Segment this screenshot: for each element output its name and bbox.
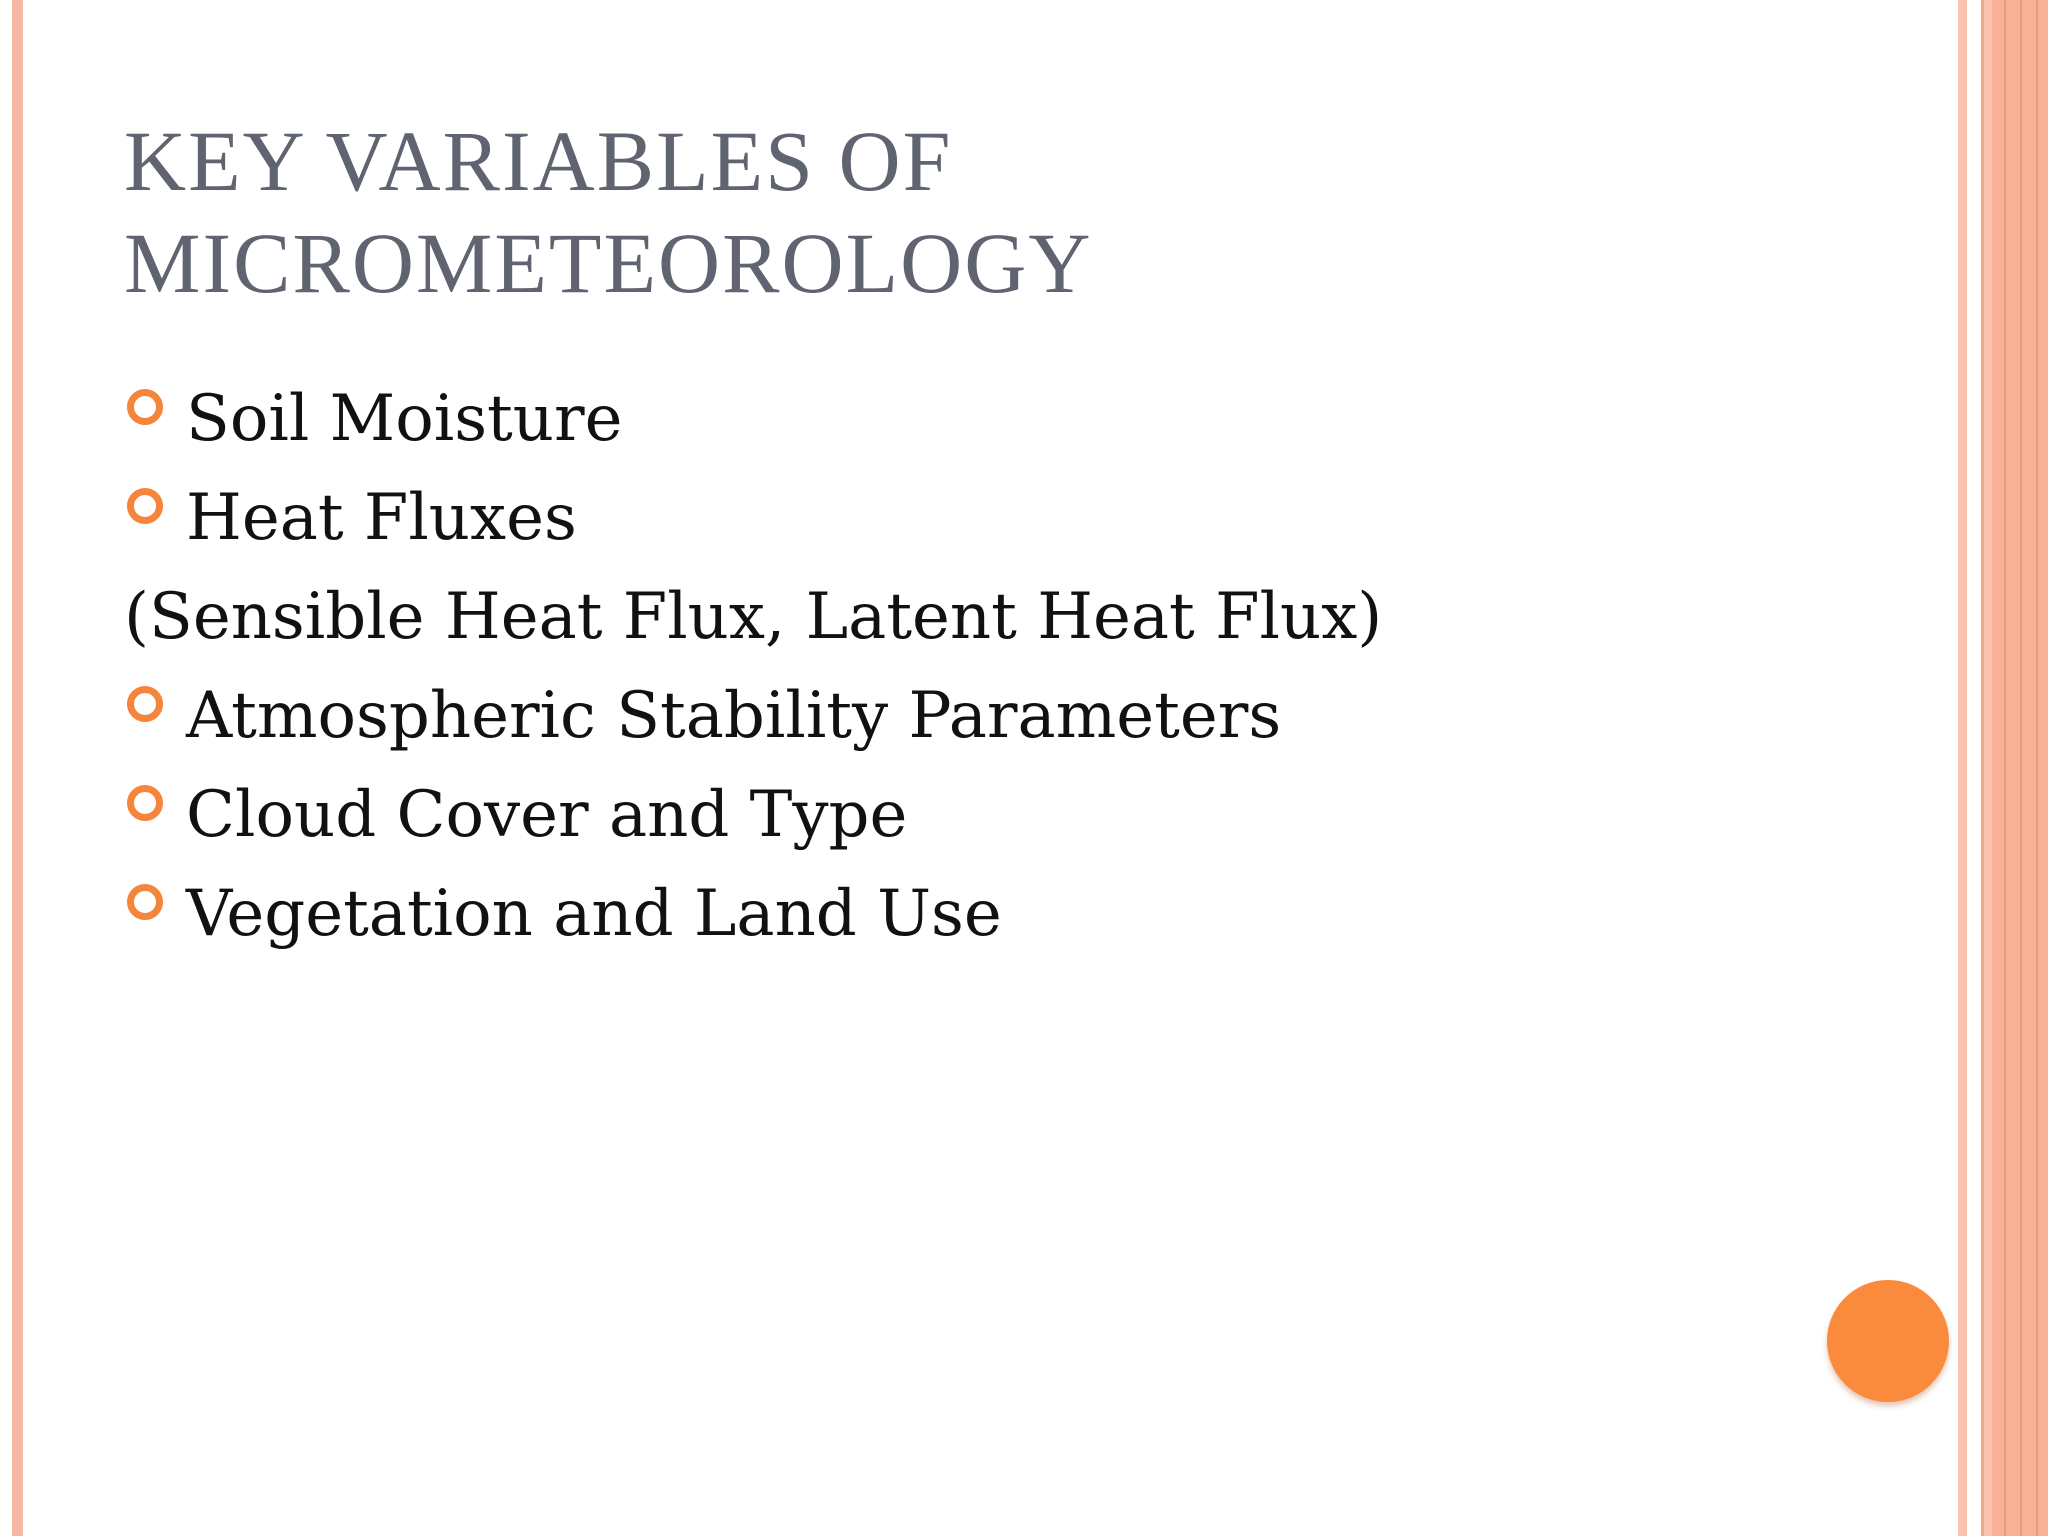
slide-title-line-1: KEY VARIABLES OF (124, 113, 953, 209)
list-item-text: Cloud Cover and Type (186, 778, 908, 852)
slide-title-line-2: MICROMETEOROLOGY (124, 215, 1093, 311)
list-item-text: Soil Moisture (186, 382, 623, 456)
bullet-list (124, 370, 1824, 964)
list-item (124, 865, 1824, 964)
list-item-continuation (124, 568, 1824, 667)
orange-circle-ornament-icon (1827, 1280, 1949, 1402)
orange-circle-bullet-icon (127, 389, 163, 425)
list-item-text: Atmospheric Stability Parameters (186, 679, 1282, 753)
left-decorative-bar (12, 0, 23, 1536)
right-decorative-stripes (1958, 0, 2048, 1536)
list-item (124, 370, 1824, 469)
list-item-text: Heat Fluxes (186, 481, 577, 555)
orange-circle-bullet-icon (127, 785, 163, 821)
orange-circle-bullet-icon (127, 884, 163, 920)
list-item (124, 766, 1824, 865)
orange-circle-bullet-icon (127, 488, 163, 524)
list-item-text: Vegetation and Land Use (186, 877, 1002, 951)
list-item-text: (Sensible Heat Flux, Latent Heat Flux) (124, 580, 1383, 654)
list-item (124, 469, 1824, 568)
slide-title (124, 110, 1824, 314)
orange-circle-bullet-icon (127, 686, 163, 722)
list-item (124, 667, 1824, 766)
